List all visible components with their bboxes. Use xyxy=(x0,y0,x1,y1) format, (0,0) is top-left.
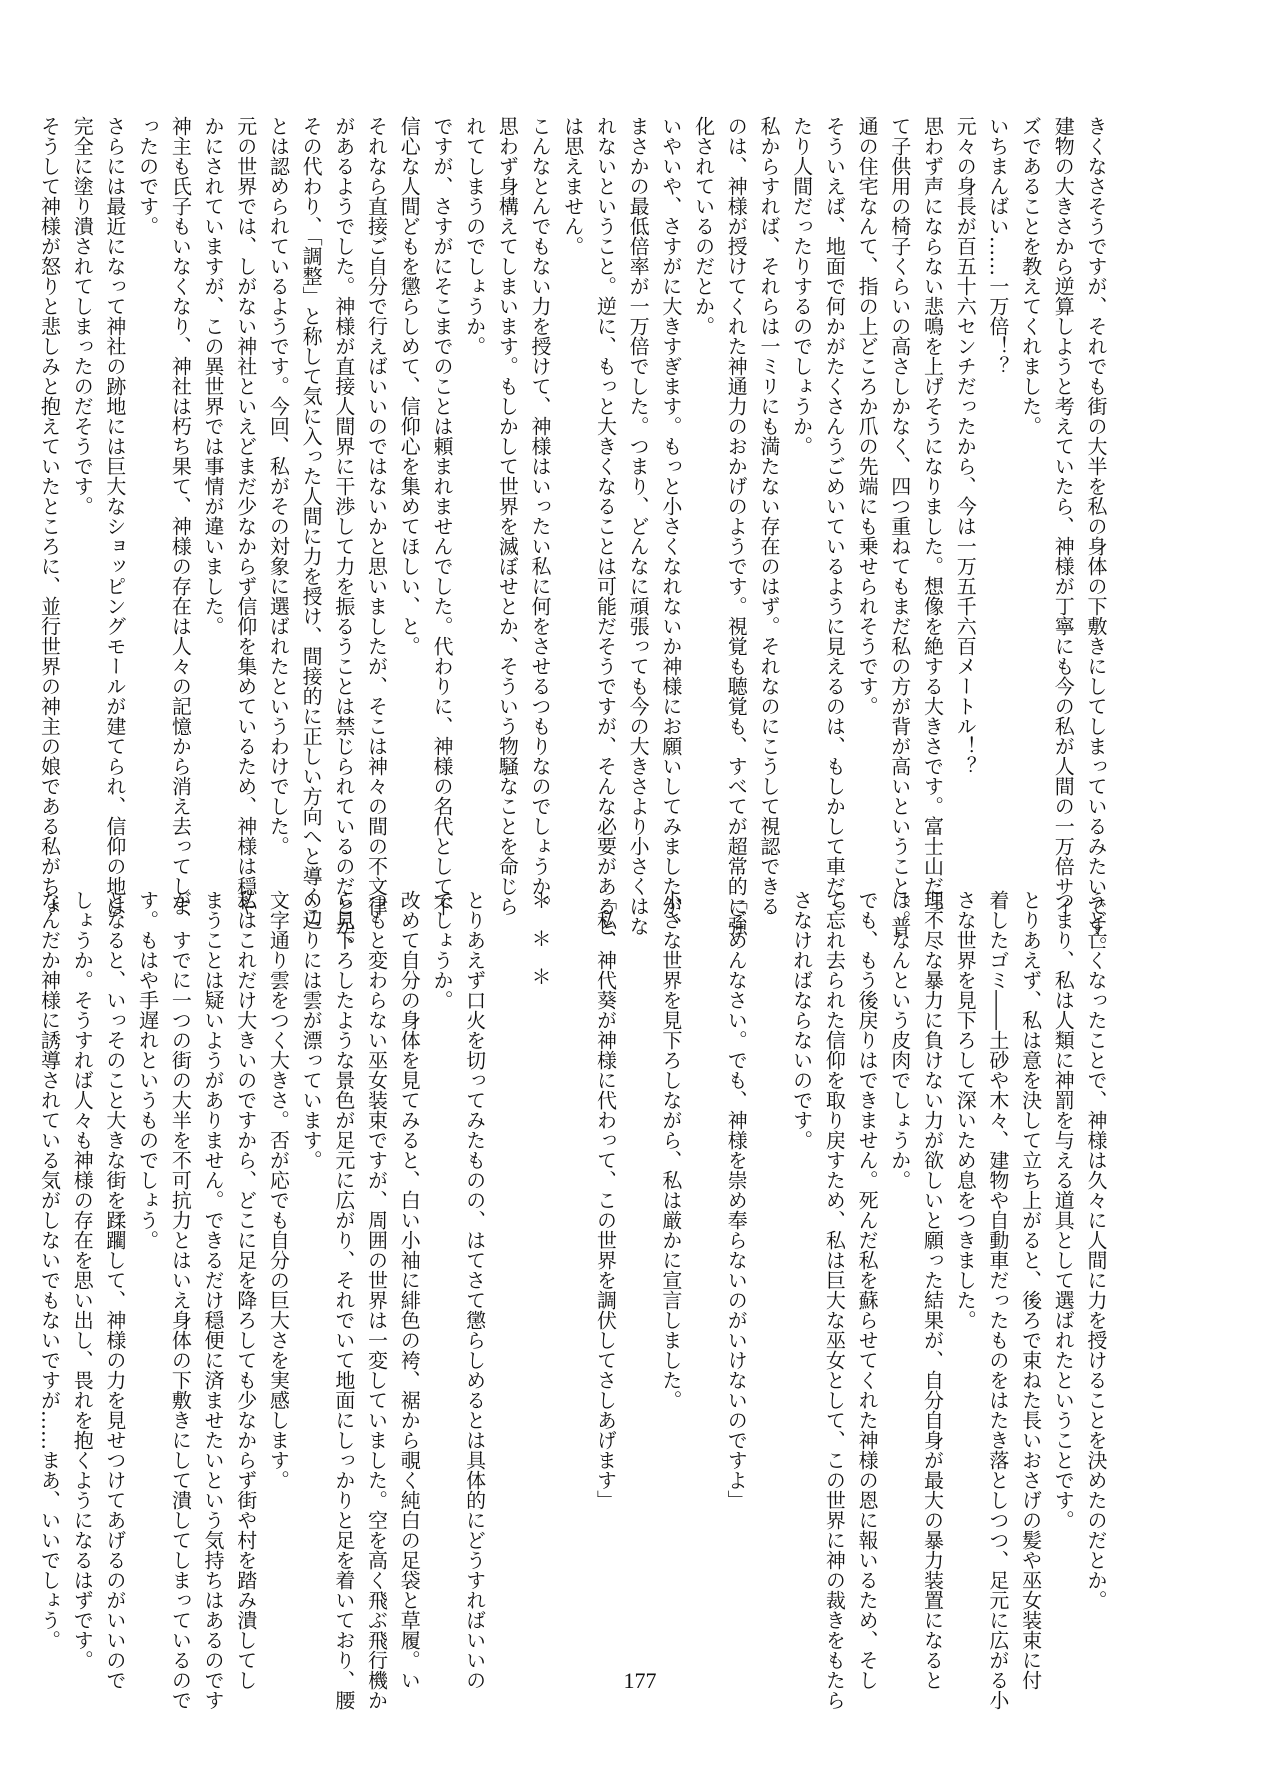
text-line: でも、もう後戻りはできません。死んだ私を蘇らせてくれた神様の恩に報いるため、そし xyxy=(855,890,880,1690)
text-line: ら見下ろしたような景色が足元に広がり、それでいて地面にしっかりと足を着いており、腰 xyxy=(331,890,356,1710)
page-number: 177 xyxy=(623,1668,657,1693)
text-line: れないということ。逆に、もっと大きくなることは可能だそうですが、そんな必要があると xyxy=(593,116,618,936)
text-line: す。もはや手遅れというものでしょう。 xyxy=(135,890,160,1250)
text-line: うど亡くなったことで、神様は久々に人間に力を授けることを決めたのだとか。 xyxy=(1084,890,1108,1610)
text-line: は思えません。 xyxy=(560,116,585,256)
text-line: それなら直接ご自分で行えばいいのではないかと思いましたが、そこは神々の間の不文律 xyxy=(364,116,389,916)
text-line: ズであることを教えてくれました。 xyxy=(1018,116,1043,436)
text-line: は。なんという皮肉でしょうか。 xyxy=(887,890,912,1190)
text-line: が、すでに一つの街の大半を不可抗力とはいえ身体の下敷きにして潰してしまっているので xyxy=(168,890,193,1710)
text-line: きくなさそうですが、それでも街の大半を私の身体の下敷きにしてしまっているみたいです。 xyxy=(1084,116,1108,956)
text-line: さなければならないのです。 xyxy=(789,890,814,1150)
text-line: たり人間だったりするのでしょうか。 xyxy=(789,116,814,456)
text-line: その代わり、「調整」と称して気に入った人間に力を授け、間接的に正しい方向へと導くこ xyxy=(299,116,324,926)
text-line: まさかの最低倍率が一万倍でした。つまり、どんなに頑張っても今の大きさより小さくはな xyxy=(626,116,651,936)
text-line: 完全に塗り潰されてしまったのだそうです。 xyxy=(70,116,95,516)
text-line: ったのです。 xyxy=(135,116,160,236)
text-line: て忘れ去られた信仰を取り戻すため、私は巨大な巫女として、この世界に神の裁きをもたら xyxy=(822,890,847,1710)
text-line: かにされていますが、この異世界では事情が違いました。 xyxy=(201,116,226,636)
text-line: とりあえず口火を切ってみたものの、はてさて懲らしめるとは具体的にどうすればいいの xyxy=(462,890,487,1690)
text-line: 「私、神代葵が神様に代わって、この世界を調伏してさしあげます」 xyxy=(593,890,618,1510)
text-line: とりあえず、私は意を決して立ち上がると、後ろで束ねた長いおさげの髪や巫女装束に付 xyxy=(1018,890,1043,1690)
text-line: て子供用の椅子くらいの高さしかなく、四つ重ねてもまだ私の方が背が高いということ。普 xyxy=(887,116,912,936)
text-line: 通の住宅なんて、指の上どころか爪の先端にも乗せられそうです。 xyxy=(855,116,880,716)
text-line: ＊＊＊ xyxy=(528,890,553,1004)
text-line: 神主も氏子もいなくなり、神社は朽ち果て、神様の存在は人々の記憶から消え去ってしま xyxy=(168,116,193,916)
text-line: つまり、私は人類に神罰を与える道具として選ばれたということです。 xyxy=(1051,890,1076,1530)
text-line: そうして神様が怒りと悲しみと抱えていたところに、並行世界の神主の娘である私がちょ xyxy=(37,116,62,916)
text-line: 改めて自分の身体を見てみると、白い小袖に緋色の袴、裾から覗く純白の足袋と草履。い xyxy=(397,890,422,1690)
text-line: 文字通り雲をつく大きさ。否が応でも自分の巨大さを実感します。 xyxy=(266,890,291,1490)
text-line: 思わず声にならない悲鳴を上げそうになりました。想像を絶する大きさです。富士山だっ xyxy=(920,116,945,916)
text-line: まうことは疑いようがありません。できるだけ穏便に済ませたいという気持ちはあるのです xyxy=(201,890,226,1710)
text-line: でしょうか。 xyxy=(429,890,454,1010)
text-line: 信心な人間どもを懲らしめて、信仰心を集めてほしい、と。 xyxy=(397,116,422,656)
text-line: のは、神様が授けてくれた神通力のおかげのようです。視覚も聴覚も、すべてが超常的に強 xyxy=(724,116,749,936)
text-line: 私はこれだけ大きいのですから、どこに足を降ろしても少なからず街や村を踏み潰してし xyxy=(233,890,258,1690)
text-line: しょうか。そうすれば人々も神様の存在を思い出し、畏れを抱くようになるはずです。 xyxy=(70,890,95,1670)
text-line: さな世界を見下ろして深いため息をつきました。 xyxy=(953,890,978,1330)
text-line: 建物の大きさから逆算しようと考えていたら、神様が丁寧にも今の私が人間の一万倍サイ xyxy=(1051,116,1076,916)
text-line: 化されているのだとか。 xyxy=(691,116,716,336)
text-line: なんだか神様に誘導されている気がしないでもないですが……まあ、いいでしょう。 xyxy=(37,890,62,1650)
text-line: 「ごめんなさい。でも、神様を崇め奉らないのがいけないのですよ」 xyxy=(724,890,749,1510)
text-line: 私からすれば、それらは一ミリにも満たない存在のはず。それなのにこうして視認できる xyxy=(756,116,781,916)
text-line: の辺りには雲が漂っています。 xyxy=(299,890,324,1170)
text-line: 理不尽な暴力に負けない力が欲しいと願った結果が、自分自身が最大の暴力装置になると xyxy=(920,890,945,1690)
text-line: 元々の身長が百五十六センチだったから、今は一万五千六百メートル！？ xyxy=(953,116,978,776)
text-line: いちまんばい……一万倍！？ xyxy=(985,116,1010,376)
text-line: そういえば、地面で何かがたくさんうごめいているように見えるのは、もしかして車だっ xyxy=(822,116,847,916)
text-line: となると、いっそのこと大きな街を蹂躙して、神様の力を見せつけてあげるのがいいので xyxy=(102,890,127,1690)
text-line: つもと変わらない巫女装束ですが、周囲の世界は一変していました。空を高く飛ぶ飛行機か xyxy=(364,890,389,1710)
text-line: こんなとんでもない力を授けて、神様はいったい私に何をさせるつもりなのでしょうか。 xyxy=(528,116,553,916)
text-line: 着したゴミ――土砂や木々、建物や自動車だったものをはたき落としつつ、足元に広がる小 xyxy=(985,890,1010,1710)
text-line: いやいや、さすがに大きすぎます。もっと小さくなれないか神様にお願いしてみましたが、 xyxy=(658,116,683,936)
text-line: ですが、さすがにそこまでのことは頼まれませんでした。代わりに、神様の名代として不 xyxy=(429,116,454,916)
text-line: とは認められているようです。今回、私がその対象に選ばれたというわけでした。 xyxy=(266,116,291,856)
upper-text-block xyxy=(37,116,1112,956)
text-line: 思わず身構えてしまいます。もしかして世界を滅ぼせとか、そういう物騒なことを命じら xyxy=(495,116,520,916)
text-line: があるようでした。神様が直接人間界に干渉して力を振るうことは禁じられているのだとか。 xyxy=(331,116,356,956)
text-line: れてしまうのでしょうか。 xyxy=(462,116,487,356)
text-line: 小さな世界を見下ろしながら、私は厳かに宣言しました。 xyxy=(658,890,683,1410)
text-line: さらには最近になって神社の跡地には巨大なショッピングモールが建てられ、信仰の地は xyxy=(102,116,127,916)
text-line: 元の世界では、しがない神社といえどまだ少なからず信仰を集めているため、神様は穏や xyxy=(233,116,258,916)
